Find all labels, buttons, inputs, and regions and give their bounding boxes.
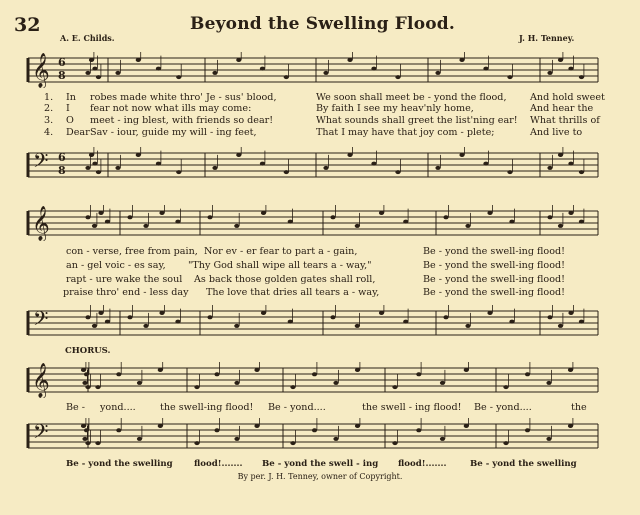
notehead (136, 153, 141, 157)
notehead (284, 170, 289, 174)
notehead (347, 58, 352, 62)
notehead (568, 424, 573, 428)
notehead (579, 320, 584, 324)
notehead (443, 315, 448, 319)
notehead (371, 162, 376, 166)
treble-clef-icon: 𝄞 (32, 53, 50, 88)
notehead (416, 372, 421, 376)
notehead (115, 166, 120, 170)
notehead (579, 220, 584, 224)
notehead (546, 381, 551, 385)
notehead (156, 67, 161, 71)
notehead (175, 220, 180, 224)
notehead (214, 428, 219, 432)
notehead (136, 58, 141, 62)
system-3-bass-staff (0, 418, 640, 454)
notehead (443, 215, 448, 219)
notehead (323, 71, 328, 75)
notehead (261, 211, 266, 215)
notehead (579, 170, 584, 174)
notehead (254, 424, 259, 428)
notehead (82, 437, 87, 441)
notehead (509, 220, 514, 224)
notehead (82, 381, 87, 385)
notehead (84, 428, 89, 432)
notehead (96, 75, 101, 79)
notehead (416, 428, 421, 432)
notehead (234, 224, 239, 228)
notehead (330, 215, 335, 219)
notehead (290, 441, 295, 445)
notehead (568, 211, 573, 215)
notehead (568, 162, 573, 166)
system-2-treble-staff (0, 205, 640, 241)
notehead (84, 372, 89, 376)
notehead (116, 372, 121, 376)
notehead (568, 368, 573, 372)
system-1-verse-4: 4. Dear Sav - iour, guide my will - ing feet, That I may have that joy com - plete; And live to (44, 127, 583, 138)
notehead (333, 381, 338, 385)
notehead (568, 67, 573, 71)
notehead (85, 315, 90, 319)
notehead (330, 315, 335, 319)
lyricist-credit: A. E. Childs. (60, 33, 115, 43)
notehead (465, 224, 470, 228)
notehead (487, 311, 492, 315)
notehead (379, 311, 384, 315)
notehead (85, 441, 90, 445)
notehead (547, 315, 552, 319)
bass-clef-icon: 𝄢 (33, 307, 49, 335)
notehead (547, 215, 552, 219)
treble-clef-icon: 𝄞 (32, 363, 50, 398)
notehead (509, 320, 514, 324)
notehead (207, 215, 212, 219)
notehead (194, 441, 199, 445)
bass-clef-icon: 𝄢 (33, 149, 49, 177)
notehead (127, 215, 132, 219)
copyright-notice: By per. J. H. Tenney, owner of Copyright. (237, 472, 403, 481)
notehead (403, 220, 408, 224)
notehead (176, 75, 181, 79)
hymn-title: Beyond the Swelling Flood. (190, 14, 455, 34)
system-2-verse-1: con - verse, free from pain, Nor ev - er fear to part a - gain, Be - yond the swell-ing flood! (66, 246, 565, 257)
notehead (234, 324, 239, 328)
notehead (459, 58, 464, 62)
system-2-verse-2: an - gel voic - es say, "Thy God shall wipe all tears a - way," Be - yond the swell-ing flood! (66, 260, 565, 271)
notehead (355, 424, 360, 428)
notehead (212, 71, 217, 75)
notehead (487, 211, 492, 215)
notehead (558, 153, 563, 157)
notehead (483, 162, 488, 166)
notehead (355, 324, 360, 328)
svg-text:8: 8 (58, 164, 66, 177)
system-2-verse-4: praise thro' end - less day The love that dries all tears a - way, Be - yond the swell-ing flood! (63, 287, 565, 298)
notehead (260, 67, 265, 71)
system-1-bass-staff (0, 147, 640, 183)
notehead (503, 441, 508, 445)
notehead (403, 320, 408, 324)
notehead (435, 71, 440, 75)
notehead (143, 324, 148, 328)
notehead (333, 437, 338, 441)
notehead (379, 211, 384, 215)
notehead (234, 381, 239, 385)
system-1-verse-2: 2. I fear not now what ills may come: By faith I see my heav'nly home, And hear the (44, 103, 594, 114)
notehead (143, 224, 148, 228)
notehead (547, 71, 552, 75)
notehead (435, 166, 440, 170)
notehead (260, 162, 265, 166)
composer-credit: J. H. Tenney. (519, 33, 575, 43)
notehead (547, 166, 552, 170)
svg-text:6: 6 (58, 56, 66, 69)
chorus-lower-lyrics: Be - yond the swelling flood!....... Be - yond the swell - ing flood!....... Be - yond the swelling (66, 459, 577, 469)
notehead (127, 315, 132, 319)
bass-clef-icon: 𝄢 (33, 420, 49, 448)
notehead (159, 211, 164, 215)
notehead (214, 372, 219, 376)
system-3-treble-staff (0, 362, 640, 398)
notehead (85, 71, 90, 75)
notehead (159, 311, 164, 315)
system-2-bass-staff (0, 305, 640, 341)
chorus-upper-lyrics: Be - yond.... the swell-ing flood! Be - yond.... the swell - ing flood! Be - yond.... the (66, 402, 587, 413)
system-2-verse-3: rapt - ure wake the soul As back those golden gates shall roll, Be - yond the swell-ing flood! (66, 274, 565, 285)
notehead (92, 162, 97, 166)
system-1-treble-staff (0, 52, 640, 88)
notehead (568, 311, 573, 315)
notehead (395, 75, 400, 79)
notehead (95, 441, 100, 445)
svg-text:6: 6 (58, 151, 66, 164)
page-number: 32 (14, 14, 41, 36)
notehead (92, 224, 97, 228)
notehead (579, 75, 584, 79)
notehead (355, 224, 360, 228)
notehead (89, 58, 94, 62)
notehead (194, 385, 199, 389)
notehead (546, 437, 551, 441)
notehead (525, 372, 530, 376)
notehead (234, 437, 239, 441)
notehead (115, 71, 120, 75)
notehead (558, 224, 563, 228)
notehead (85, 166, 90, 170)
notehead (81, 368, 86, 372)
system-1-verse-3: 3. O meet - ing blest, with friends so dear! What sounds shall greet the list'ning ear! What thrills of (44, 115, 600, 126)
notehead (207, 315, 212, 319)
notehead (236, 58, 241, 62)
notehead (98, 211, 103, 215)
notehead (503, 385, 508, 389)
notehead (465, 324, 470, 328)
notehead (158, 424, 163, 428)
notehead (464, 424, 469, 428)
notehead (105, 320, 110, 324)
notehead (85, 215, 90, 219)
notehead (558, 58, 563, 62)
notehead (137, 437, 142, 441)
notehead (116, 428, 121, 432)
notehead (156, 162, 161, 166)
notehead (81, 424, 86, 428)
notehead (137, 381, 142, 385)
notehead (347, 153, 352, 157)
notehead (312, 372, 317, 376)
chorus-label: CHORUS. (65, 346, 111, 356)
notehead (312, 428, 317, 432)
notehead (105, 220, 110, 224)
notehead (395, 170, 400, 174)
notehead (261, 311, 266, 315)
notehead (464, 368, 469, 372)
notehead (96, 170, 101, 174)
notehead (392, 441, 397, 445)
notehead (288, 320, 293, 324)
notehead (212, 166, 217, 170)
notehead (440, 437, 445, 441)
notehead (158, 368, 163, 372)
notehead (290, 385, 295, 389)
notehead (284, 75, 289, 79)
notehead (507, 170, 512, 174)
notehead (459, 153, 464, 157)
notehead (98, 311, 103, 315)
notehead (525, 428, 530, 432)
notehead (558, 324, 563, 328)
notehead (95, 385, 100, 389)
notehead (254, 368, 259, 372)
svg-text:8: 8 (58, 69, 66, 82)
notehead (371, 67, 376, 71)
notehead (92, 67, 97, 71)
notehead (176, 170, 181, 174)
treble-clef-icon: 𝄞 (32, 206, 50, 241)
notehead (236, 153, 241, 157)
notehead (288, 220, 293, 224)
notehead (85, 385, 90, 389)
notehead (507, 75, 512, 79)
notehead (483, 67, 488, 71)
notehead (89, 153, 94, 157)
system-1-verse-1: 1. In robes made white thro' Je - sus' blood, We soon shall meet be - yond the flood, And hold sweet (44, 92, 605, 103)
notehead (392, 385, 397, 389)
notehead (175, 320, 180, 324)
notehead (355, 368, 360, 372)
notehead (323, 166, 328, 170)
notehead (440, 381, 445, 385)
notehead (92, 324, 97, 328)
